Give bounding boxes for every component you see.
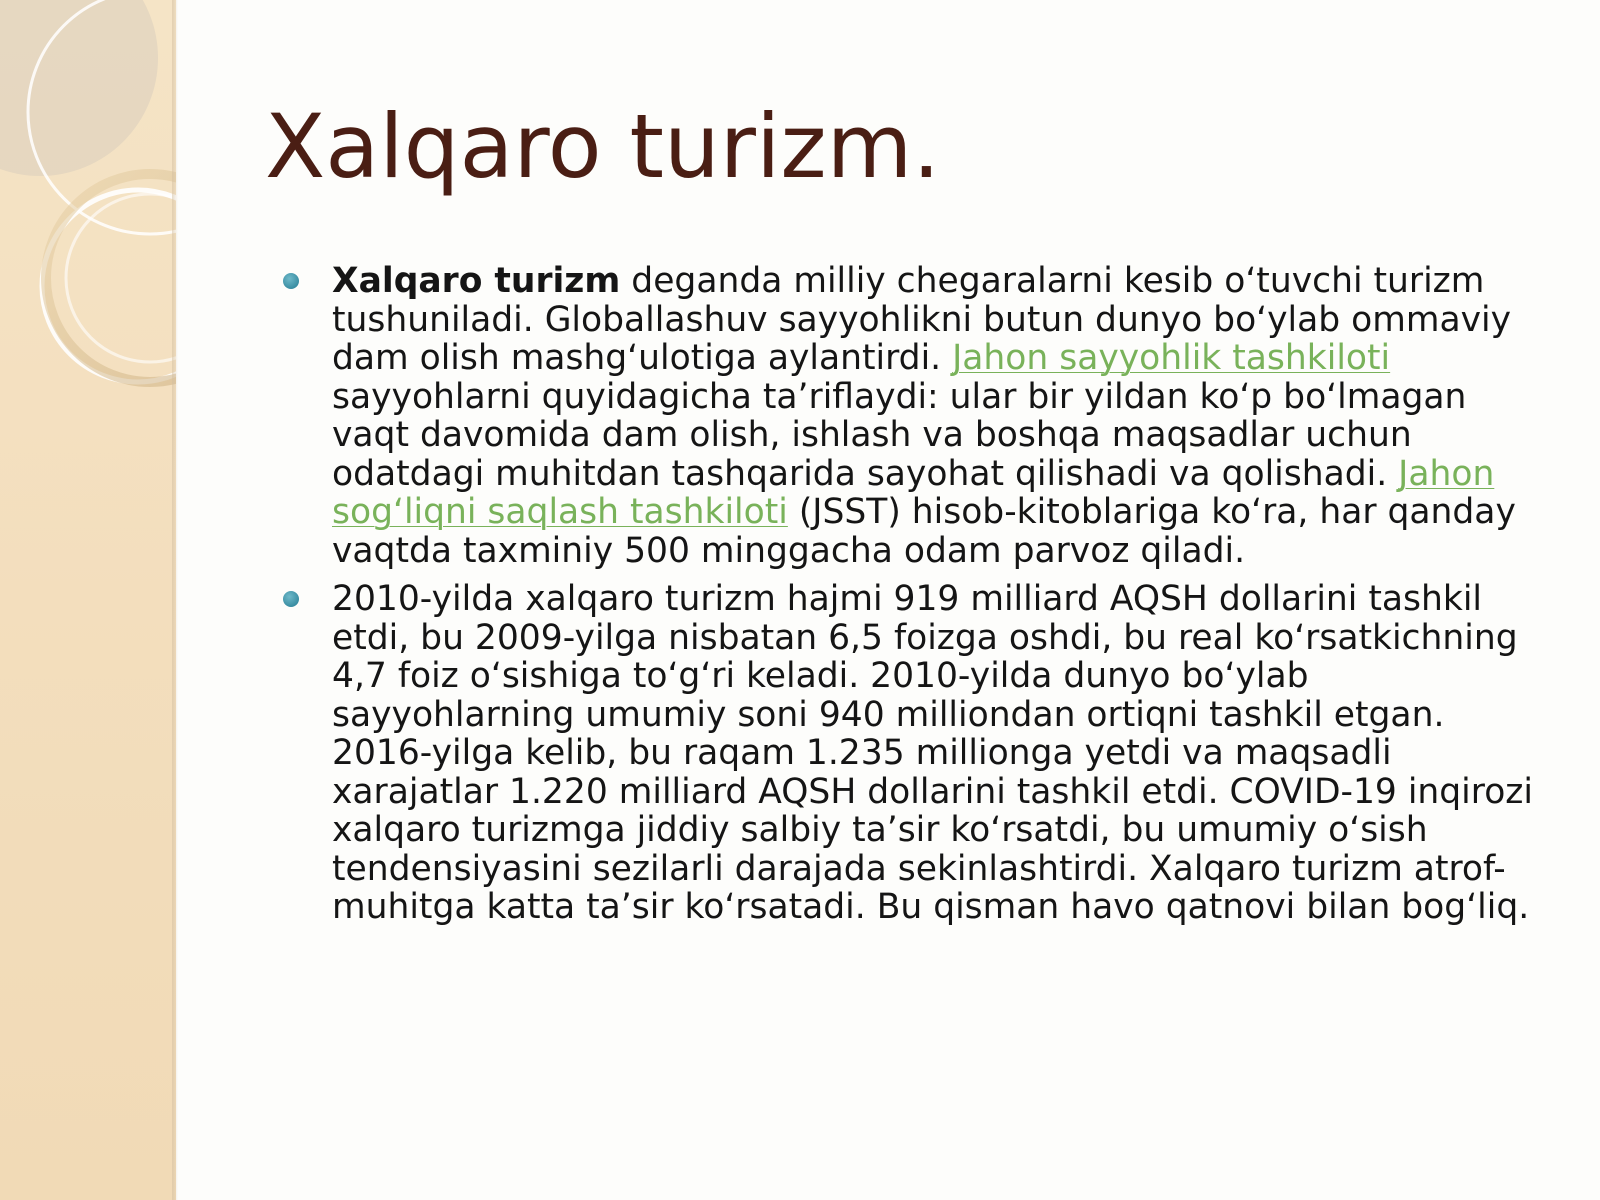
slide-title: Xalqaro turizm. [265,95,941,198]
slide-body [280,262,1540,937]
link-world-health-org[interactable]: Jahon sog‘liqni saqlash tashkiloti [332,453,1495,532]
panel-edge [172,0,178,1200]
left-decorative-panel [0,0,176,1200]
teal-dot-icon [283,273,299,289]
bullet-item-1 [280,262,1540,570]
bullet-text: (JSST) hisob-kitoblariga ko‘ra, har qanday vaqtda taxminiy 500 minggacha odam parvoz qiladi. [332,492,1516,571]
bullet-lead-bold: Xalqaro turizm [332,261,621,301]
bullet-item-2 [280,580,1540,927]
inner-white-ring [66,194,176,362]
bullet-text: sayyohlarni quyidagicha ta’riflaydi: ular bir yildan ko‘p bo‘lmagan vaqt davomida dam olish, ishlash va boshqa maqsadlar uchun odatdagi muhitdan tashqarida sayohat qilishadi va qolishadi. [332,376,1467,494]
bullet-text: 2010-yilda xalqaro turizm hajmi 919 milliard AQSH dollarini tashkil etdi, bu 2009-yilga nisbatan 6,5 foizga oshdi, bu real ko‘rsatkichning 4,7 foiz o‘sishiga to‘g‘ri keladi. 2010-yilda dunyo bo‘ylab sayyohlarning umumiy soni 940 milliondan ortiqni tashkil etgan. 2016-yilga kelib, bu raqam 1.235 millionga yetdi va maqsadli xarajatlar 1.220 milliard AQSH dollarini tashkil etdi. COVID-19 inqirozi xalqaro turizmga jiddiy salbiy ta’sir ko‘rsatdi, bu umumiy o‘sish tendensiyasini sezilarli darajada sekinlashtirdi. Xalqaro turizm atrof-muhitga katta ta’sir ko‘rsatadi. Bu qisman havo qatnovi bilan bog‘liq. [332,579,1533,927]
link-world-tourism-org[interactable]: Jahon sayyohlik tashkiloti [952,338,1391,378]
teal-dot-icon [283,591,299,607]
bullet-text: deganda milliy chegaralarni kesib o‘tuvchi turizm tushuniladi. Globallashuv sayyohlikni butun dunyo bo‘ylab ommaviy dam olish mashg‘ulotiga aylantirdi. [332,261,1512,378]
ring-decoration [0,0,176,1200]
disc-shape [0,0,158,176]
